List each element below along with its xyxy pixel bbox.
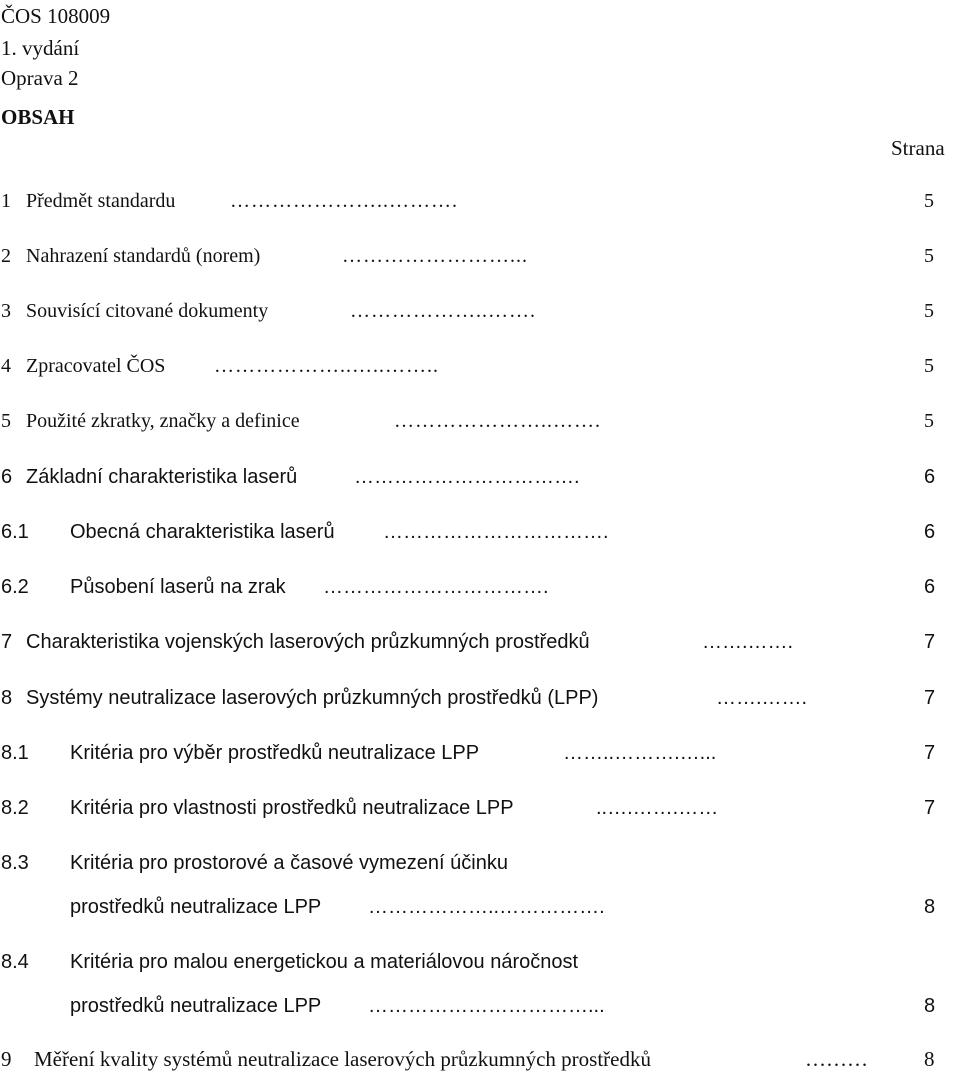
toc-leader-dots: ……………………………. xyxy=(383,521,609,543)
revision-label: Oprava 2 xyxy=(1,66,79,90)
toc-page-number: 5 xyxy=(924,245,934,267)
toc-leader-dots: …….……. xyxy=(716,687,808,709)
toc-number-3: 3 xyxy=(1,300,11,322)
edition-label: 1. vydání xyxy=(1,36,80,60)
toc-page-number: 5 xyxy=(924,355,934,377)
toc-leader-dots: ………………..……. xyxy=(350,300,536,322)
toc-leader-dots: …………………..………. xyxy=(230,190,458,212)
toc-page-number: 8 xyxy=(924,1047,935,1071)
toc-leader-dots: ……………………………... xyxy=(368,995,605,1017)
toc-entry-nahrazeni-standardu[interactable]: Nahrazení standardů (norem) xyxy=(26,245,261,267)
toc-number-8-2: 8.2 xyxy=(1,797,29,819)
toc-entry-pusobeni-laseru[interactable]: Působení laserů na zrak xyxy=(70,576,286,598)
toc-number-8: 8 xyxy=(1,687,13,709)
toc-leader-dots: …………………..……. xyxy=(394,410,601,432)
toc-page-number: 6 xyxy=(924,576,936,598)
toc-page-number: 5 xyxy=(924,300,934,322)
toc-entry-kriteria-vyber[interactable]: Kritéria pro výběr prostředků neutralizace LPP xyxy=(70,742,480,764)
toc-number-5: 5 xyxy=(1,410,11,432)
toc-leader-dots: ……………………………. xyxy=(354,466,580,488)
toc-page-number: 7 xyxy=(924,631,936,653)
toc-number-8-1: 8.1 xyxy=(1,742,29,764)
document-code: ČOS 108009 xyxy=(1,4,111,28)
toc-page-number: 6 xyxy=(924,521,936,543)
toc-page-number: 7 xyxy=(924,797,936,819)
toc-entry-zkratky-znacky-definice[interactable]: Použité zkratky, značky a definice xyxy=(26,410,300,432)
toc-leader-dots: …….……. xyxy=(702,631,794,653)
toc-leader-dots: ………………..…..…….. xyxy=(214,355,439,377)
toc-entry-mereni-kvality[interactable]: Měření kvality systémů neutralizace laserových průzkumných prostředků xyxy=(34,1047,651,1071)
toc-entry-predmet-standardu[interactable]: Předmět standardu xyxy=(26,190,176,212)
toc-entry-systemy-neutralizace[interactable]: Systémy neutralizace laserových průzkumných prostředků (LPP) xyxy=(26,687,599,709)
toc-entry-vojenske-pruzkumne-prostredky[interactable]: Charakteristika vojenských laserových průzkumných prostředků xyxy=(26,631,590,653)
toc-entry-souvisici-dokumenty[interactable]: Souvisící citované dokumenty xyxy=(26,300,269,322)
toc-leader-dots: ………………..……………. xyxy=(368,896,605,918)
toc-number-7: 7 xyxy=(1,631,13,653)
toc-entry-kriteria-vlastnosti[interactable]: Kritéria pro vlastnosti prostředků neutralizace LPP xyxy=(70,797,514,819)
toc-number-9: 9 xyxy=(1,1047,12,1071)
toc-page-number: 8 xyxy=(924,995,936,1017)
toc-entry-continuation[interactable]: prostředků neutralizace LPP xyxy=(70,896,322,918)
toc-page-number: 5 xyxy=(924,190,934,212)
page-title: OBSAH xyxy=(1,105,75,129)
toc-number-4: 4 xyxy=(1,355,11,377)
toc-entry-continuation[interactable]: prostředků neutralizace LPP xyxy=(70,995,322,1017)
toc-leader-dots: ……………………... xyxy=(342,245,528,267)
toc-number-6: 6 xyxy=(1,466,13,488)
toc-page-number: 7 xyxy=(924,687,936,709)
toc-number-8-3: 8.3 xyxy=(1,852,29,874)
toc-entry-kriteria-energeticka[interactable]: Kritéria pro malou energetickou a materiálovou náročnost xyxy=(70,951,579,973)
toc-entry-zpracovatel-cos[interactable]: Zpracovatel ČOS xyxy=(26,355,166,377)
toc-leader-dots: ……………………………. xyxy=(323,576,549,598)
toc-number-1: 1 xyxy=(1,190,11,212)
toc-entry-kriteria-prostorove[interactable]: Kritéria pro prostorové a časové vymezení účinku xyxy=(70,852,508,874)
toc-number-2: 2 xyxy=(1,245,11,267)
page-column-label: Strana xyxy=(891,136,945,160)
toc-page-number: 7 xyxy=(924,742,936,764)
toc-leader-dots: ..….…….…… xyxy=(596,797,719,819)
toc-entry-obecna-charakteristika[interactable]: Obecná charakteristika laserů xyxy=(70,521,335,543)
toc-page-number: 8 xyxy=(924,896,936,918)
toc-number-8-4: 8.4 xyxy=(1,951,29,973)
toc-leader-dots: ……… xyxy=(805,1047,868,1071)
toc-page-number: 6 xyxy=(924,466,936,488)
toc-page-number: 5 xyxy=(924,410,934,432)
toc-number-6-1: 6.1 xyxy=(1,521,29,543)
toc-number-6-2: 6.2 xyxy=(1,576,29,598)
toc-leader-dots: ……..……….…... xyxy=(563,742,717,764)
toc-entry-zakladni-charakteristika[interactable]: Základní charakteristika laserů xyxy=(26,466,298,488)
